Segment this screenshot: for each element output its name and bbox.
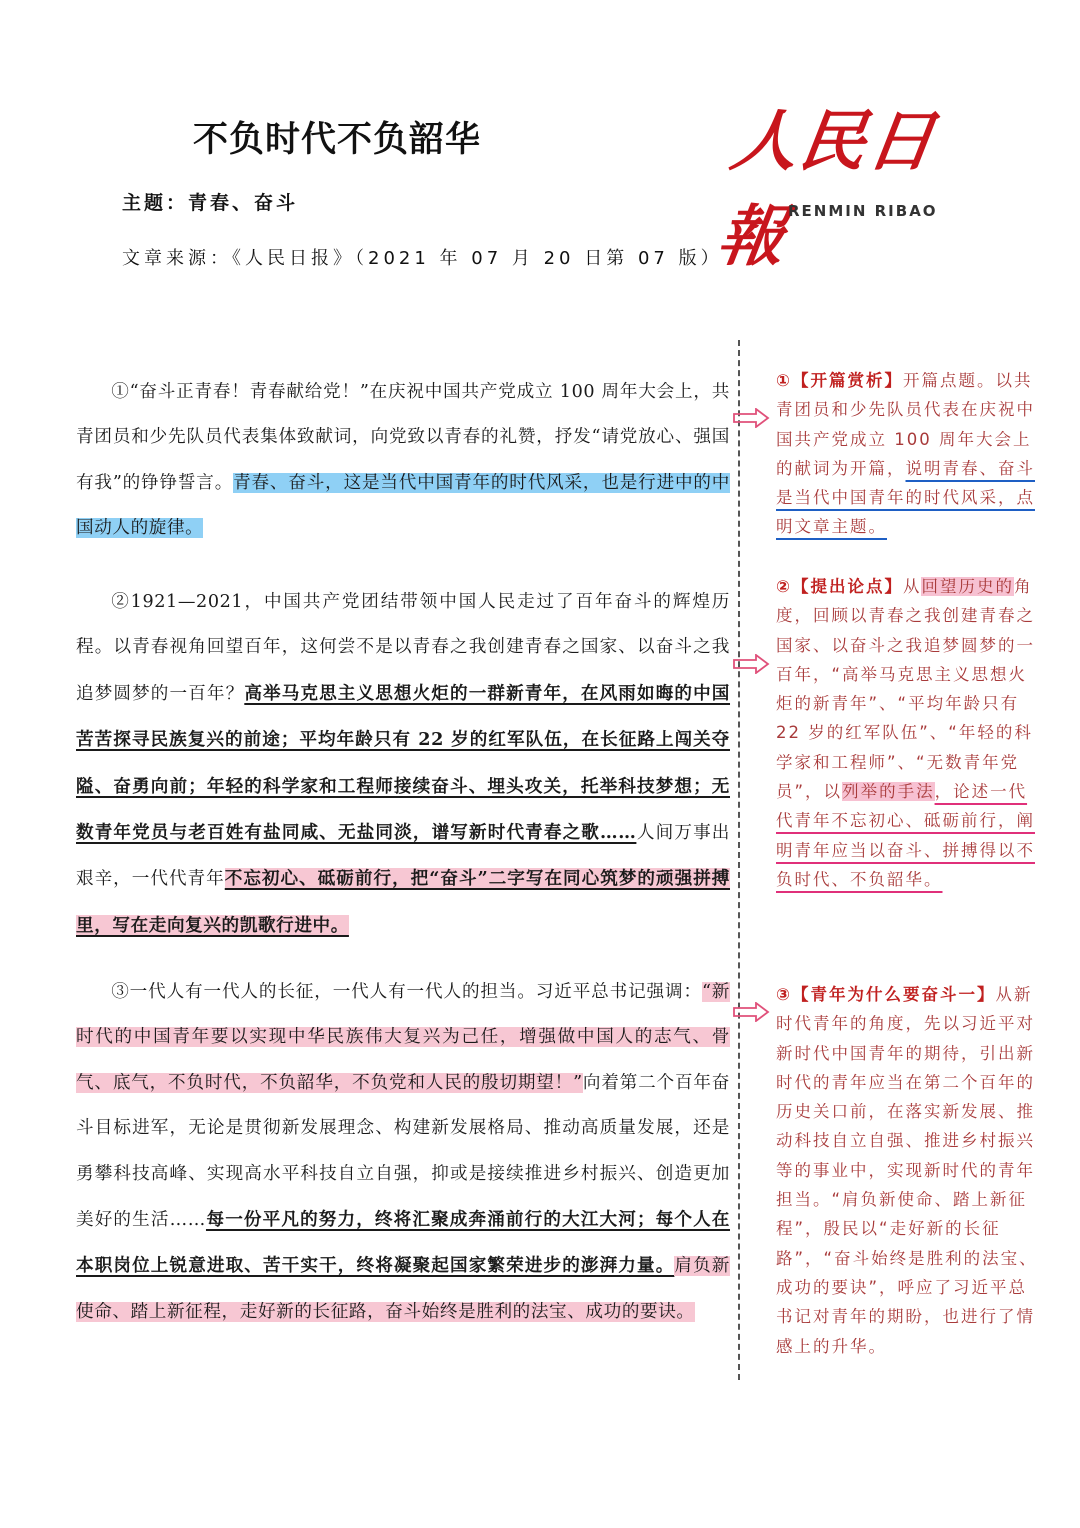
p2-bold-underline: 高举马克思主义思想火炬的一群新青年，在风雨如晦的中国苦苦探寻民族复兴的前途；平均年龄只有 22 岁的红军队伍，在长征路上闯关夺隘、奋勇向前；年轻的科学家和工程师接续奋斗、埋头攻关，托举科技梦想；无数青年党员与老百姓有盐同咸、无盐同淡，谱写新时代青春之歌…… — [76, 682, 731, 844]
paragraph-3 — [76, 970, 730, 1335]
note2-text-2: 角度，回顾以青春之我创建青春之国家、以奋斗之我追梦圆梦的一百年，“高举马克思主义思想火炬的新青年”、“平均年龄只有 22 岁的红军队伍”、“年轻的科学家和工程师”、“无数青年党员”，以 — [776, 577, 1035, 802]
p3-text-1: ③一代人有一代人的长征，一代人有一代人的担当。习近平总书记强调： — [111, 982, 702, 1002]
p1-highlight: 青春、奋斗，这是当代中国青年的时代风采，也是行进中的中国动人的旋律。 — [76, 472, 730, 539]
paragraph-1 — [76, 370, 730, 552]
note2-heading: ②【提出论点】 — [776, 577, 903, 596]
note2-highlight-1: 回望历史的 — [921, 577, 1014, 596]
p3-pink-end: 肩负新使命、踏上新征程，走好新的长征路，奋斗始终是胜利的法宝、成功的要诀。 — [76, 1256, 730, 1322]
note3-heading: ③【青年为什么要奋斗一】 — [776, 985, 996, 1004]
logo-pinyin-text: RENMIN RIBAO — [788, 202, 938, 220]
p3-pink-quote: “新时代的中国青年要以实现中华民族伟大复兴为己任，增强做中国人的志气、骨气、底气，不负时代，不负韶华，不负党和人民的殷切期望！” — [76, 982, 730, 1093]
article-source: 文章来源：《人民日报》（2021 年 07 月 20 日第 07 版） — [122, 248, 723, 269]
note1-heading: ①【开篇赏析】 — [776, 371, 903, 390]
note1-text: 开篇点题。以共青团员和少先队员代表在庆祝中国共产党成立 100 周年大会上的献词为开篇， — [776, 371, 1035, 478]
renmin-ribao-logo — [713, 88, 997, 275]
note2-text-1: 从 — [902, 577, 922, 596]
column-divider — [738, 340, 740, 1380]
p2-text-1: ②1921—2021，中国共产党团结带领中国人民走过了百年奋斗的辉煌历程。以青春视角回望百年，这何尝不是以青春之我创建青春之国家、以奋斗之我追梦圆梦的一百年？ — [76, 592, 730, 704]
arrow-right-icon — [732, 1002, 770, 1022]
article-title: 不负时代不负韶华 — [193, 120, 482, 160]
arrow-right-icon — [732, 408, 770, 428]
arrow-right-icon — [732, 654, 770, 674]
p2-text-2: 人间万事出艰辛，一代代青年 — [76, 823, 730, 890]
annotation-3 — [776, 980, 1038, 1361]
p3-text-2: 向着第二个百年奋斗目标进军，无论是贯彻新发展理念、构建新发展格局、推动高质量发展，还是勇攀科技高峰、实现高水平科技自立自强，抑或是接续推进乡村振兴、创造更加美好的生活…… — [76, 1072, 730, 1231]
annotation-1 — [776, 366, 1038, 542]
paragraph-2 — [76, 580, 730, 949]
note2-underline: ，论述一代代青年不忘初心、砥砺前行，阐明青年应当以奋斗、拼搏得以不负时代、不负韶华。 — [776, 782, 1035, 889]
annotation-2 — [776, 572, 1038, 894]
article-theme: 主题：青春、奋斗 — [122, 192, 299, 214]
p1-text: ①“奋斗正青春！青春献给党！”在庆祝中国共产党成立 100 周年大会上，共青团员和少先队员代表集体致献词，向党致以青春的礼赞，抒发“请党放心、强国有我”的铮铮誓言。 — [76, 382, 730, 493]
note1-underline: 说明青春、奋斗是当代中国青年的时代风采，点明文章主题。 — [776, 458, 1035, 537]
note3-text: 从新时代青年的角度，先以习近平对新时代中国青年的期待，引出新时代的青年应当在第二个百年的历史关口前，在落实新发展、推动科技自立自强、推进乡村振兴等的事业中，实现新时代的青年担当。“肩负新使命、踏上新征程”，殷民以“走好新的长征路”，“奋斗始终是胜利的法宝、成功的要诀”，呼应了习近平总书记对青年的期盼，也进行了情感上的升华。 — [776, 985, 1038, 1356]
p3-bold-underline: 每一份平凡的努力，终将汇聚成奔涌前行的大江大河；每个人在本职岗位上锐意进取、苦干实干，终将凝聚起国家繁荣进步的澎湃力量。 — [76, 1209, 730, 1277]
logo-chinese-text: 人民日報 — [713, 102, 942, 275]
note2-highlight-2: 列举的手法 — [842, 782, 935, 802]
p2-bold-pink: 不忘初心、砥砺前行，把“奋斗”二字写在同心筑梦的顽强拼搏里，写在走向复兴的凯歌行进中。 — [76, 868, 730, 936]
